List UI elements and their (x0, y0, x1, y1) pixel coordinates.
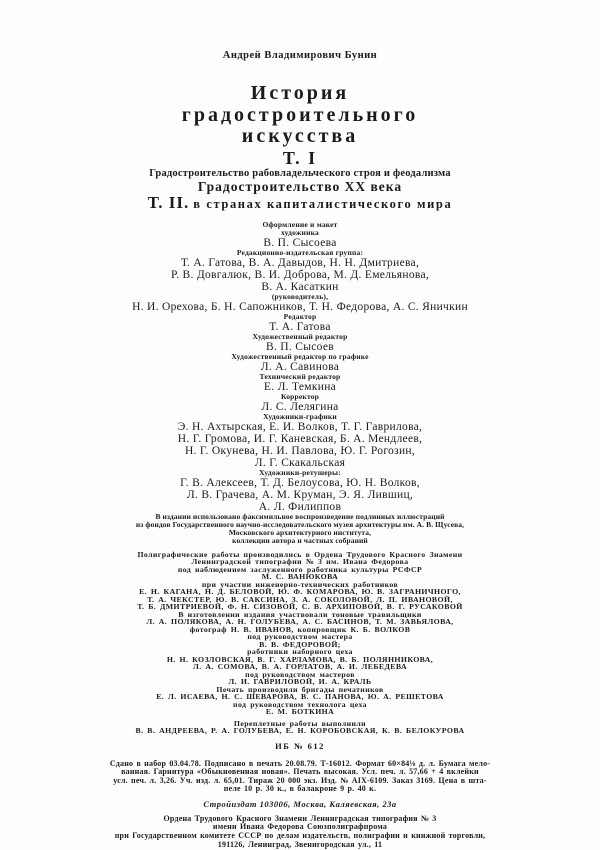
credit-line: В. А. Касаткин (261, 280, 339, 293)
book-title-line-2: градостроительного (181, 103, 419, 126)
publisher-address: Стройиздат 103006, Москва, Каляевская, 23а (203, 798, 397, 809)
credit-line: коллекции автора и частных собраний (232, 535, 368, 545)
credit-line: Р. В. Довгалюк, В. И. Доброва, М. Д. Емельянова, (170, 268, 430, 281)
production-line: Е. М. БОТКИНА (265, 707, 335, 716)
production-line: В изготовлении издания участвовали тоновые травильщики (178, 609, 422, 619)
binding-line: Переплетные работы выполнили (233, 718, 367, 728)
production-line: Т. Б. ДМИТРИЕВОЙ, Ф. Н. СИЗОВОЙ, С. В. АРХИПОВОЙ, В. Г. РУСАКОВОЙ (137, 602, 463, 611)
production-line: при участии инженерно-технических работников (201, 579, 399, 589)
credit-line: Е. Л. Темкина (263, 380, 337, 393)
production-line: Е. Н. КАГАНА, Н. Д. БЕЛОВОЙ, Ю. Ф. КОМАРОВА, Ю. В. ЗАГРАНИЧНОГО, (139, 587, 461, 596)
production-line: Т. А. ЧЕКСТЕР, Ю. В. САКСИНА, З. А. СОКОЛОВОЙ, Л. П. ИВАНОВОЙ, (147, 594, 453, 604)
credit-line: Л. А. Савинова (260, 360, 340, 373)
production-line: М. С. ВАНЮКОВА (261, 572, 339, 581)
production-line: Ленинградской типографии № 3 им. Ивана Федорова (191, 557, 409, 566)
book-title-line-3: искусства (241, 125, 359, 147)
credit-line: Л. Г. Скакальская (254, 456, 346, 469)
imprint-line: пеле 10 р. 30 к., в балакроне 9 р. 40 к. (223, 784, 377, 794)
production-line: Л. А. СОМОВА, В. А. ГОРЛАТОВ, А. И. ЛЕБЕДЕВА (192, 662, 408, 671)
credit-line: В. П. Сысоева (263, 236, 337, 249)
credit-line: Редакционно-издательская группа: (236, 247, 364, 257)
credit-line: Корректор (280, 391, 320, 401)
production-line: работники наборного цеха (247, 647, 353, 656)
credit-line: из фондов Государственного научно-исследовательского музея архитектуры им. А. В. Щусева, (135, 519, 465, 529)
credit-line: В. П. Сысоев (265, 340, 334, 353)
production-line: под наблюдением заслуженного работника культуры РСФСР (177, 564, 423, 574)
credit-line: Э. Н. Ахтырская, Е. И. Волков, Т. Г. Гаврилова, (177, 420, 423, 433)
credit-line: художника (281, 227, 319, 237)
production-line: Н. Н. КОЗЛОВСКАЯ, В. Г. ХАРЛАМОВА, В. Б. ПОЛЯННИКОВА, (166, 654, 434, 664)
production-line: под руководством технолога цеха (233, 699, 367, 709)
credit-line: (руководитель), (271, 291, 329, 301)
volume1-subtitle: Градостроительство рабовладельческого строя и феодализма (149, 167, 451, 179)
credit-line: Художники-графики (263, 411, 337, 421)
volume2-subtitle: в странах капиталистического мира (193, 196, 453, 211)
credit-line: Н. Г. Окунева, Н. И. Павлова, Ю. Г. Рогозин, (184, 444, 416, 457)
printer-line: 191126, Ленинград, Звенигородская ул., 11 (217, 839, 383, 849)
production-line: Полиграфические работы производились в Ордена Трудового Красного Знамени (137, 549, 463, 559)
production-line: Л. А. ПОЛЯКОВА, А. Н. ГОЛУБЕВА, А. С. БАСИНОВ, Т. М. ЗАВЬЯЛОВА, (146, 617, 454, 626)
credit-line: Оформление и макет (262, 219, 338, 229)
printer-line: Ордена Трудового Красного Знамени Ленинградская типография № 3 (163, 813, 437, 823)
production-line: Л. И. ГАВРИЛОВОЙ, И. А. КРАЛЬ (228, 677, 372, 686)
printer-line: имени Ивана Федорова Союзполиграфпрома (212, 822, 388, 832)
title-block (0, 83, 600, 212)
credit-line: Московского архитектурного института, (228, 527, 372, 537)
credit-line: А. Л. Филиппов (258, 500, 342, 513)
production-line: под руководством мастера (247, 632, 353, 641)
ib-number: ИБ № 612 (275, 740, 325, 751)
credit-line: Художники-ретушеры: (259, 467, 341, 477)
imprint-data-block (0, 760, 600, 794)
book-title-line-1: История (250, 82, 350, 104)
imprint-line: Сдано в набор 03.04.78. Подписано в печать 20.08.79. Т-16012. Формат 60×84⅛ д. л. Бумага мело- (109, 758, 491, 768)
credit-line: В издании использовано факсимильное воспроизведение подлинных иллюстраций (155, 511, 445, 521)
production-line: под руководством мастеров (245, 669, 355, 679)
printer-address-block (0, 815, 600, 849)
author-name: Андрей Владимирович Бунин (222, 50, 378, 61)
binding-line: В. В. АНДРЕЕВА, Р. А. ГОЛУБЕВА, Е. Н. КОРОБОВСКАЯ, К. В. БЕЛОКУРОВА (135, 726, 465, 735)
production-line: Е. Л. ИСАЕВА, Н. С. ШЕВАРОВА, В. С. ПАНОВА, Ю. А. РЕШЕТОВА (156, 692, 444, 701)
credit-line: Технический редактор (259, 371, 341, 381)
credit-line: Т. А. Гатова (269, 320, 331, 333)
production-line: Печать производили бригады печатников (216, 684, 384, 694)
imprint-line: ванная. Гарнитура «Обыкновенная новая». Печать высокая. Усл. печ. л. 57,66 + 4 вклейки (121, 767, 479, 777)
printer-line: при Государственном комитете СССР по делам издательств, полиграфии и книжной торговли, (114, 831, 486, 841)
credit-line: Л. В. Грачева, А. М. Круман, Э. Я. Лившиц, (186, 488, 414, 501)
credit-line: Т. А. Гатова, В. А. Давыдов, Н. Н. Дмитриева, (180, 256, 420, 269)
binding-block (0, 720, 600, 735)
production-block (0, 551, 600, 716)
production-line: фотограф Н. В. ИВАНОВ, копировщик К. Б. ВОЛКОВ (189, 624, 411, 634)
credit-line: Н. И. Орехова, Б. Н. Сапожников, Т. Н. Федорова, А. С. Яничкин (132, 300, 468, 313)
credit-line: Художественный редактор по графике (231, 351, 369, 361)
volume2-line (0, 192, 600, 212)
volume1-label: Т. I (282, 147, 318, 168)
volume2-subtitle-top: Градостроительство XX века (197, 178, 403, 194)
credit-line: Художественный редактор (252, 331, 348, 341)
volume2-label: Т. II. (147, 192, 190, 212)
credit-line: Редактор (283, 311, 317, 321)
credit-line: Л. С. Лелягина (261, 400, 339, 413)
production-line: В. В. ФЕДОРОВОЙ; (259, 639, 341, 649)
credits-block (0, 221, 600, 545)
imprint-line: усл. печ. л. 3,26. Уч. изд. л. 65,01. Тираж 20 000 экз. Изд. № АIX-6109. Заказ 3169. Цена в шта- (113, 775, 487, 785)
credit-line: Н. Г. Громова, И. Г. Каневская, Б. А. Мендлеев, (177, 432, 423, 445)
credit-line: Г. В. Алексеев, Т. Д. Белоусова, Ю. Н. Волков, (180, 476, 420, 489)
